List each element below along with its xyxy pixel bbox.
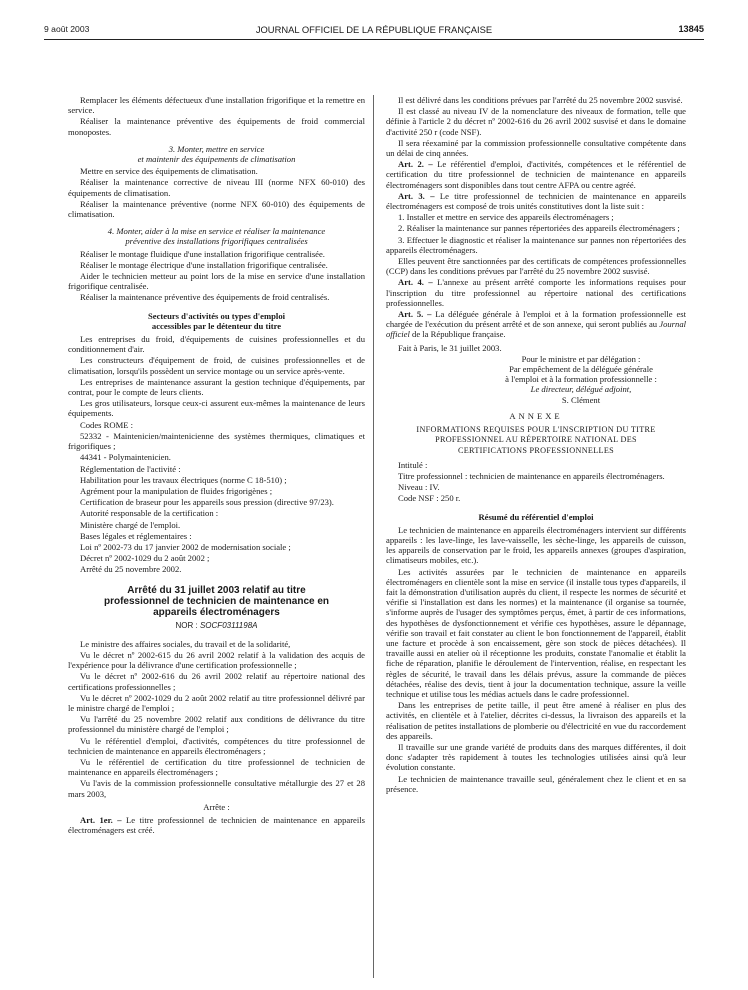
paragraph: Il est classé au niveau IV de la nomenclature des niveaux de formation, telle que définie à l'article 2 du décret nº 2002-616 du 26 avril 2002 susvisé et dans le domaine d'activité 250 r (code NSF). (386, 106, 686, 137)
nor-reference: NOR : SOCF0311198A (175, 620, 258, 630)
paragraph: Mettre en service des équipements de climatisation. (80, 166, 258, 177)
paragraph: Réaliser la maintenance préventive des équipements de froid commercial monopostes. (68, 116, 365, 137)
section-heading-3: 3. Monter, mettre en service et maintenir des équipements de climatisation (137, 143, 296, 165)
paragraph: Vu le décret nº 2002-615 du 26 avril 2002 relatif à la validation des acquis de l'expérience pour la délivrance d'une certification professionnelle ; (68, 649, 365, 671)
paragraph: Décret nº 2002-1029 du 2 août 2002 ; (80, 553, 210, 564)
paragraph: Les activités assurées par le technicien de maintenance en appareils électroménagers en clientèle sont la mise en service (il installe tous types d'appareils, il fait la démonstration d'utilisation auprès du client, il respecte les normes de sécurité et vérifie si l'installation est dans les normes) et la maintenance (il organise sa tournée, s'informe auprès de l'usager des symptômes perçus, émet, à partir de ces informations, des hypothèses de dysfonctionnement et vérifie ces hypothèses, assure le dépannage, vérifie son travail et fait constater au client le bon fonctionnement de l'appareil, établit une facture et procède à son encaissement, gère son stock de pièces détachées). Il travaille aussi en atelier où il réceptionne les produits, constate l'anomalie et établit la fiche de réparation, planifie le déroulement de l'intervention, réalise, en respectant les règles de sécurité, le travail dans les délais prévus, assure la commande de pièces détachées, réalise des devis, tient à jour la documentation technique, assure la veille technique et utilise tous les médias actuels dans le cadre professionnel. (386, 566, 686, 699)
signature-place-date: Fait à Paris, le 31 juillet 2003. (398, 342, 502, 353)
list-item: 1. Installer et mettre en service des appareils électroménagers ; (398, 212, 614, 223)
article-5: Art. 5. – La déléguée générale à l'emploi et à la formation professionnelle est chargée de l'exécution du présent arrêté et de son annexe, qui seront publiés au Journal officiel de la République française. (386, 309, 686, 340)
arrete-word: Arrête : (203, 801, 230, 812)
paragraph: Les gros utilisateurs, lorsque ceux-ci assurent eux-mêmes la maintenance de leurs équipements. (68, 398, 365, 419)
article-4: Art. 4. – L'annexe au présent arrêté comporte les informations requises pour l'inscription du titre professionnel au répertoire national des certifications professionnelles. (386, 277, 686, 308)
column-divider (373, 95, 374, 978)
left-column (68, 95, 365, 836)
paragraph: Les entreprises de maintenance assurant la gestion technique d'équipements, par contrat, pour le compte de leurs clients. (68, 376, 365, 398)
paragraph: Il travaille sur une grande variété de produits dans des marques différentes, il doit donc s'adapter très rapidement à toutes les technologies utilisées ainsi qu'à leur évolution constante. (386, 741, 686, 773)
paragraph: Réaliser le montage électrique d'une installation frigorifique centralisée. (80, 259, 328, 270)
paragraph: Le technicien de maintenance travaille seul, généralement chez le client et en sa présence. (386, 773, 686, 794)
paragraph: Vu l'arrêté du 25 novembre 2002 relatif aux conditions de délivrance du titre professionnel du ministère chargé de l'emploi ; (68, 714, 365, 735)
paragraph: Dans les entreprises de petite taille, il peut être amené à réaliser en plus des activités, en clientèle et à l'atelier, décrites ci-dessus, la livraison des appareils et la réalisation de petites installations de plomberie ou d'électricité en vue du raccordement des appareils. (386, 700, 686, 741)
paragraph: Bases légales et réglementaires : (80, 530, 192, 541)
article-3: Art. 3. – Le titre professionnel de technicien de maintenance en appareils électroménagers est composé de trois unités constitutives dont la liste suit : (386, 190, 686, 212)
paragraph: Réglementation de l'activité : (80, 463, 181, 474)
paragraph: Le technicien de maintenance en appareils électroménagers intervient sur différents appareils : les lave-linge, les lave-vaisselle, les sèche-linge, les appareils de cuisson, les appareils de conservation par le froid, les appareils annexes (groupes d'aspiration, climatiseurs mobiles, etc.). (386, 524, 686, 566)
paragraph: 44341 - Polymaintenicien. (80, 452, 171, 463)
paragraph: Agrément pour la manipulation de fluides frigorigènes ; (80, 485, 273, 496)
header-page-number: 13845 (678, 24, 704, 34)
paragraph: Elles peuvent être sanctionnées par des certificats de compétences professionnelles (CCP) dans les conditions prévues par l'arrêté du 25 novembre 2002 susvisé. (386, 256, 686, 277)
paragraph: Les entreprises du froid, d'équipements de cuisines professionnelles et du conditionnement d'air. (68, 334, 365, 355)
paragraph: Réaliser la maintenance corrective de niveau III (norme NFX 60-010) des équipements de climatisation. (68, 177, 365, 198)
paragraph: Aider le technicien metteur au point lors de la mise en service d'une installation frigorifique centralisée. (68, 271, 365, 292)
paragraph: 52332 - Maintenicien/maintenicienne des systèmes thermiques, climatiques et frigorifiques ; (68, 430, 365, 452)
paragraph: Vu le référentiel de certification du titre professionnel de technicien de maintenance en appareils électroménagers ; (68, 756, 365, 778)
paragraph: Il est délivré dans les conditions prévues par l'arrêté du 25 novembre 2002 susvisé. (398, 95, 683, 105)
header-rule (44, 39, 704, 40)
section-heading-4: 4. Monter, aider à la mise en service et réaliser la maintenance préventive des installations frigorifiques centralisées (107, 226, 326, 247)
article-1: Art. 1er. – Le titre professionnel de technicien de maintenance en appareils électroménagers est créé. (68, 814, 365, 836)
paragraph: Le ministre des affaires sociales, du travail et de la solidarité, (80, 638, 291, 649)
paragraph: Remplacer les éléments défectueux d'une installation frigorifique et la remettre en service. (68, 95, 365, 116)
paragraph: Réaliser la maintenance préventive des équipements de froid centralisés. (80, 292, 330, 303)
annexe-info-heading: INFORMATIONS REQUISES POUR L'INSCRIPTION DU TITRE PROFESSIONNEL AU RÉPERTOIRE NATIONAL DES CERTIFICATIONS PROFESSIONNELLES (416, 425, 656, 455)
paragraph: Il sera réexaminé par la commission professionnelle consultative compétente dans un délai de cinq années. (386, 137, 686, 159)
paragraph: Arrêté du 25 novembre 2002. (80, 564, 182, 575)
paragraph: Habilitation pour les travaux électriques (norme C 18-510) ; (80, 474, 287, 485)
paragraph: Niveau : IV. (398, 482, 440, 493)
annexe-heading: ANNEXE (509, 410, 563, 421)
list-item: 2. Réaliser la maintenance sur pannes répertoriées des appareils électroménagers ; (398, 223, 680, 234)
article-2: Art. 2. – Le référentiel d'emploi, d'activités, compétences et le référentiel de certification du titre professionnel de technicien de maintenance en appareils électroménagers sont disponibles dans tout centre AFPA ou centre agréé. (386, 159, 686, 190)
paragraph: Vu le décret nº 2002-1029 du 2 août 2002 relatif au titre professionnel délivré par le ministre chargé de l'emploi ; (68, 692, 365, 713)
paragraph: Code NSF : 250 r. (398, 493, 461, 504)
paragraph: Vu le décret nº 2002-616 du 26 avril 2002 relatif au répertoire national des certifications professionnelles ; (68, 671, 365, 692)
right-column (386, 95, 686, 795)
paragraph: Réaliser le montage fluidique d'une installation frigorifique centralisée. (80, 248, 325, 259)
paragraph: Codes ROME : (80, 419, 133, 430)
paragraph: Ministère chargé de l'emploi. (80, 519, 181, 530)
paragraph: Vu l'avis de la commission professionnelle consultative métallurgie des 27 et 28 mars 2003, (68, 778, 365, 799)
header-journal-title: JOURNAL OFFICIEL DE LA RÉPUBLIQUE FRANÇAISE (255, 24, 493, 35)
paragraph: Les constructeurs d'équipement de froid, de cuisines professionnelles et de climatisation, lorsqu'ils possèdent un service montage ou un service après-vente. (68, 355, 365, 376)
page-header (44, 22, 704, 40)
arrete-title: Arrêté du 31 juillet 2003 relatif au titre professionnel de technicien de maintenance en appareils électroménagers (103, 584, 330, 618)
signature-block: Pour le ministre et par délégation : Par empêchement de la déléguée générale à l'emploi et à la formation professionnelle : Le directeur, délégué adjoint, S. Clément (505, 353, 657, 405)
paragraph: Titre professionnel : technicien de maintenance en appareils électroménagers. (398, 470, 665, 481)
list-item: 3. Effectuer le diagnostic et réaliser la maintenance sur pannes non répertoriées des appareils électroménagers. (386, 234, 686, 255)
paragraph: Loi nº 2002-73 du 17 janvier 2002 de modernisation sociale ; (80, 541, 291, 552)
paragraph: Intitulé : (398, 459, 428, 470)
paragraph: Autorité responsable de la certification : (80, 508, 219, 519)
paragraph: Réaliser la maintenance préventive (norme NFX 60-010) des équipements de climatisation. (68, 198, 365, 220)
resume-heading: Résumé du référentiel d'emploi (478, 511, 594, 522)
header-date: 9 août 2003 (44, 24, 90, 34)
paragraph: Certification de braseur pour les appareils sous pression (directive 97/23). (80, 497, 334, 508)
sectors-heading: Secteurs d'activités ou types d'emploi accessibles par le détenteur du titre (147, 310, 285, 331)
paragraph: Vu le référentiel d'emploi, d'activités, compétences du titre professionnel de technicien de maintenance en appareils électroménagers ; (68, 735, 365, 756)
